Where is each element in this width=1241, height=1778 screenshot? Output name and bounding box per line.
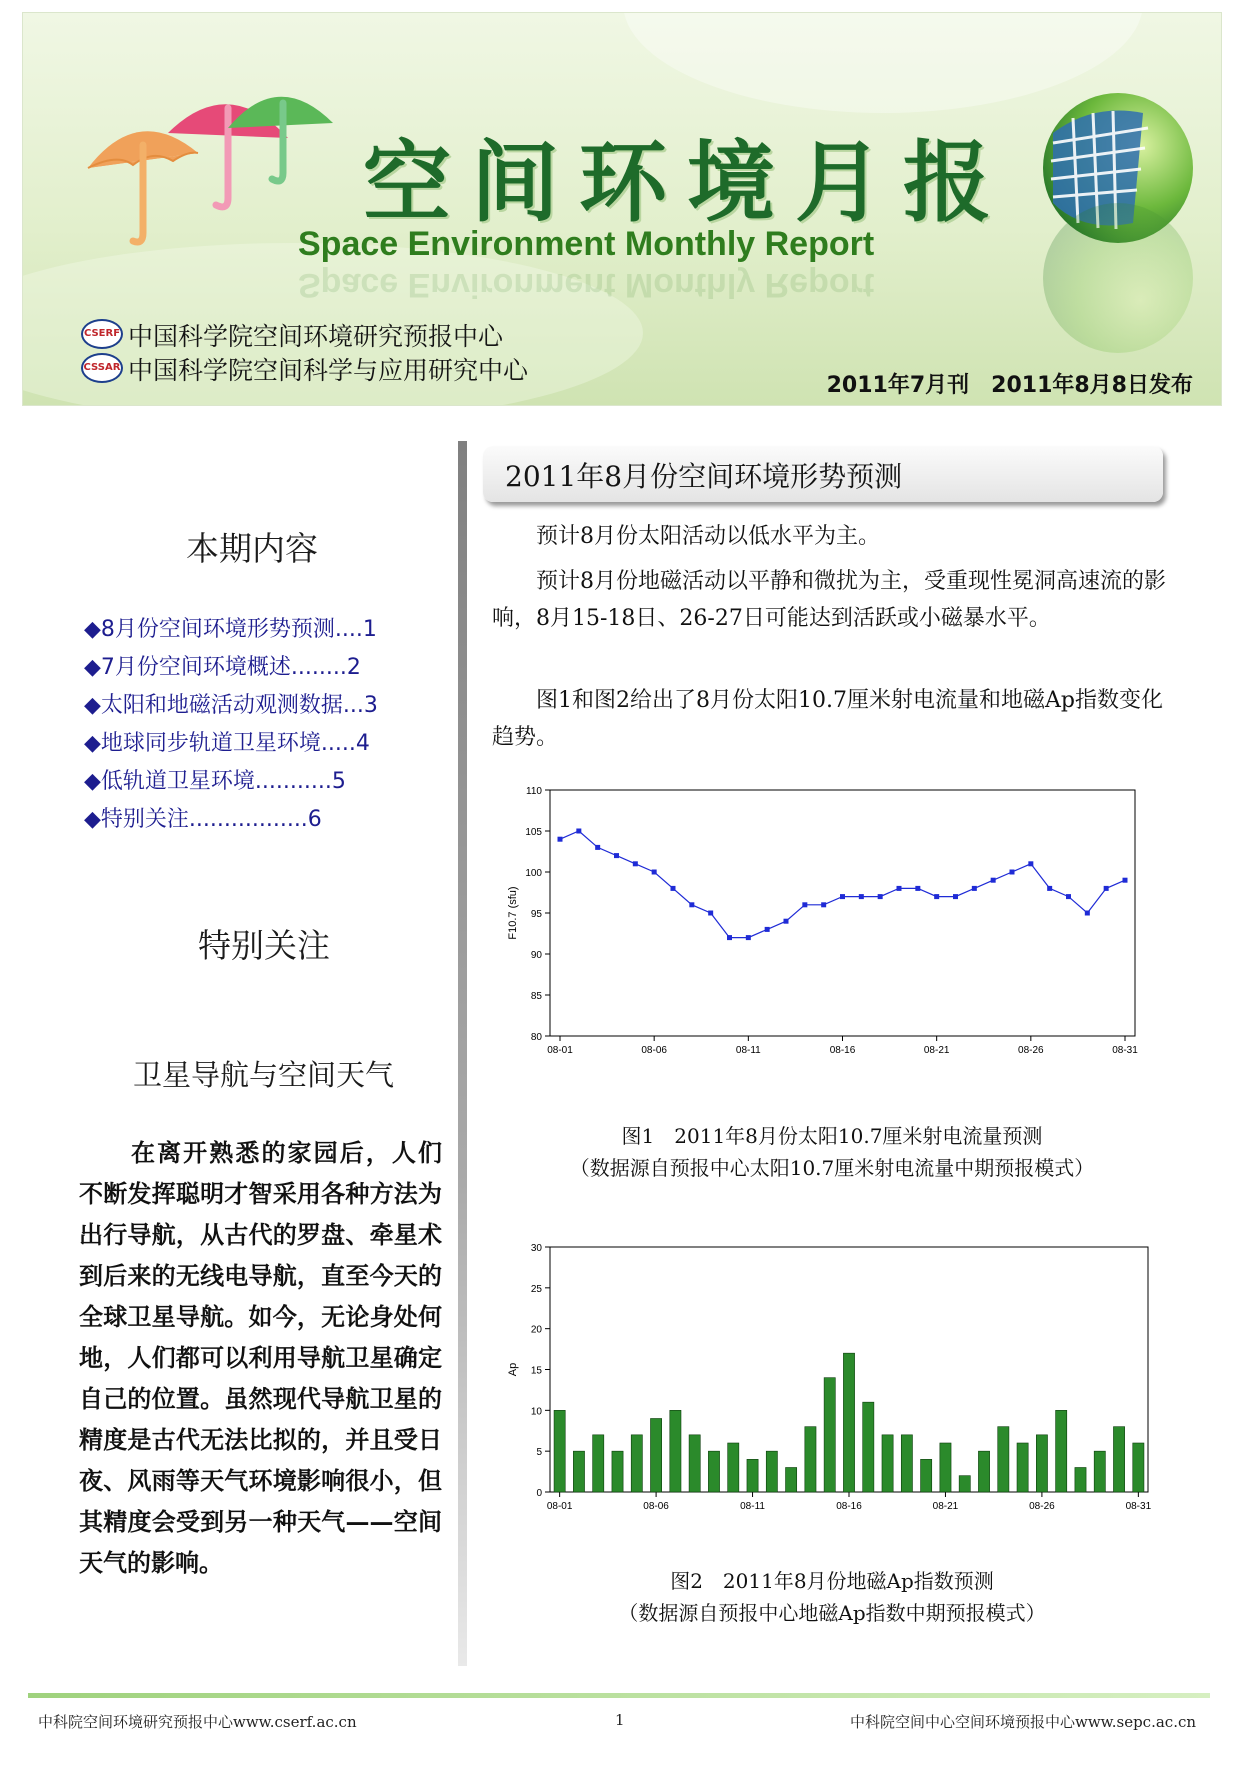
y-tick-label: 5 — [536, 1447, 542, 1459]
data-point — [652, 870, 657, 875]
ap-bar — [747, 1459, 758, 1492]
data-point — [765, 927, 770, 932]
ap-bar — [921, 1459, 932, 1492]
y-tick-label: 30 — [530, 1243, 542, 1254]
y-axis-label: F10.7 (sfu) — [507, 886, 519, 940]
figure1-source: （数据源自预报中心太阳10.7厘米射电流量中期预报模式） — [569, 1156, 1095, 1180]
special-title: 特别关注 — [198, 926, 330, 965]
data-point — [595, 845, 600, 850]
ap-bar — [689, 1435, 700, 1492]
x-tick-label: 08-16 — [836, 1501, 862, 1512]
y-tick-label: 95 — [530, 909, 542, 920]
data-point — [972, 886, 977, 891]
data-point — [1104, 886, 1109, 891]
ap-bar — [1113, 1427, 1124, 1492]
x-tick-label: 08-31 — [1112, 1045, 1138, 1056]
f107-line-chart — [490, 780, 1150, 1070]
article-text: 在离开熟悉的家园后，人们不断发挥聪明才智采用各种方法为出行导航，从古代的罗盘、牵星术到后来的无线电导航，直至今天的全球卫星导航。如今，无论身处何地，人们都可以利用导航卫星确定自己的位置。虽然现代导航卫星的精度是古代无法比拟的，并且受日夜、风雨等天气环境影响很小，但其精度会受到另一种天气——空间天气的影响。 — [79, 1138, 442, 1577]
data-point — [784, 919, 789, 924]
data-point — [614, 853, 619, 858]
ap-bar — [573, 1451, 584, 1492]
ap-bar — [940, 1443, 951, 1492]
issue-info: 2011年7月刊 2011年8月8日发布 — [826, 373, 1193, 398]
ap-bar — [805, 1427, 816, 1492]
article-title: 卫星导航与空间天气 — [133, 1058, 395, 1092]
data-point — [576, 829, 581, 834]
y-tick-label: 10 — [530, 1406, 542, 1418]
x-tick-label: 08-21 — [932, 1501, 959, 1512]
data-point — [689, 902, 694, 907]
ap-bar — [631, 1435, 642, 1492]
ap-bar — [1075, 1468, 1086, 1493]
toc-item[interactable]: ◆特别关注.................6 — [84, 807, 322, 832]
ap-bar — [612, 1451, 623, 1492]
x-tick-label: 08-06 — [643, 1501, 669, 1512]
data-point — [1047, 886, 1052, 891]
ap-bar — [959, 1476, 970, 1492]
y-tick-label: 90 — [530, 950, 542, 961]
section-title: 2011年8月份空间环境形势预测 — [505, 460, 903, 493]
ap-bar — [670, 1410, 681, 1492]
data-point — [727, 935, 732, 940]
figure2-caption: 图2 2011年8月份地磁Ap指数预测 — [670, 1569, 994, 1593]
ap-bar — [978, 1451, 989, 1492]
toc-item[interactable]: ◆地球同步轨道卫星环境.....4 — [84, 731, 370, 756]
header-banner — [22, 12, 1222, 406]
y-tick-label: 85 — [530, 991, 542, 1002]
ap-bar — [1094, 1451, 1105, 1492]
data-point — [1010, 870, 1015, 875]
x-tick-label: 08-26 — [1018, 1045, 1044, 1056]
y-tick-label: 100 — [525, 868, 542, 879]
figure1-caption: 图1 2011年8月份太阳10.7厘米射电流量预测 — [621, 1124, 1043, 1148]
ap-bar — [786, 1468, 797, 1493]
data-point — [953, 894, 958, 899]
x-tick-label: 08-31 — [1125, 1501, 1152, 1512]
data-point — [1066, 894, 1071, 899]
toc-item[interactable]: ◆低轨道卫星环境...........5 — [84, 769, 346, 794]
figure2-source: （数据源自预报中心地磁Ap指数中期预报模式） — [618, 1601, 1046, 1625]
column-divider — [458, 441, 467, 1666]
x-tick-label: 08-11 — [735, 1045, 761, 1056]
x-tick-label: 08-11 — [740, 1501, 765, 1512]
ap-bar — [651, 1419, 662, 1493]
data-point — [991, 878, 996, 883]
ap-bar-chart — [490, 1232, 1165, 1517]
ap-bar — [593, 1435, 604, 1492]
paragraph-solar: 预计8月份太阳活动以低水平为主。 — [536, 524, 880, 549]
y-tick-label: 80 — [530, 1032, 542, 1043]
ap-bar — [998, 1427, 1009, 1492]
ap-bar — [901, 1435, 912, 1492]
plot-frame — [550, 790, 1135, 1036]
org-line-2: 中国科学院空间科学与应用研究中心 — [128, 356, 529, 385]
x-tick-label: 08-16 — [829, 1045, 856, 1056]
data-point — [1085, 911, 1090, 916]
data-point — [708, 911, 713, 916]
ap-bar — [863, 1402, 874, 1492]
data-point — [1123, 878, 1128, 883]
ap-bar — [843, 1353, 854, 1492]
data-point — [915, 886, 920, 891]
cssar-logo: CSSAR — [81, 353, 123, 383]
masthead-title-cn: 空间环境月报 — [363, 131, 1012, 234]
y-tick-label: 0 — [536, 1488, 542, 1499]
x-tick-label: 08-01 — [547, 1045, 573, 1056]
ap-bar — [554, 1410, 565, 1492]
masthead-title-en: Space Environment Monthly Report — [298, 225, 875, 263]
y-tick-label: 20 — [530, 1324, 542, 1336]
masthead-title-reflection: Space Environment Monthly Report — [298, 266, 875, 304]
data-point — [1028, 861, 1033, 866]
ap-bar — [708, 1451, 719, 1492]
data-point — [633, 861, 638, 866]
data-point — [746, 935, 751, 940]
data-point — [859, 894, 864, 899]
ap-bar — [882, 1435, 893, 1492]
orange-umbrella-icon — [88, 131, 198, 242]
org-line-1: 中国科学院空间环境研究预报中心 — [128, 322, 504, 351]
y-tick-label: 105 — [525, 827, 542, 838]
toc-item[interactable]: ◆太阳和地磁活动观测数据...3 — [84, 693, 378, 718]
footer-rule — [28, 1693, 1210, 1698]
x-tick-label: 08-06 — [641, 1045, 667, 1056]
y-axis-label: Ap — [507, 1362, 519, 1377]
data-point — [878, 894, 883, 899]
table-of-contents — [84, 611, 378, 839]
data-point — [821, 902, 826, 907]
toc-item[interactable]: ◆7月份空间环境概述........2 — [84, 655, 361, 680]
ap-bar — [824, 1378, 835, 1492]
y-tick-label: 110 — [526, 786, 542, 797]
x-tick-label: 08-01 — [546, 1501, 573, 1512]
globe-icon — [1023, 73, 1203, 363]
footer-left: 中科院空间环境研究预报中心www.cserf.ac.cn — [38, 1713, 357, 1731]
ap-bar — [1017, 1443, 1028, 1492]
contents-title: 本期内容 — [186, 529, 318, 568]
page-number: 1 — [615, 1711, 625, 1729]
ap-bar — [1036, 1435, 1047, 1492]
ap-bar — [1056, 1410, 1067, 1492]
data-point — [934, 894, 939, 899]
ap-bar — [766, 1451, 777, 1492]
toc-item[interactable]: ◆8月份空间环境形势预测....1 — [84, 617, 377, 642]
data-point — [671, 886, 676, 891]
x-tick-label: 08-26 — [1029, 1501, 1055, 1512]
data-point — [558, 837, 563, 842]
cserf-logo: CSERF — [81, 319, 123, 349]
data-point — [802, 902, 807, 907]
paragraph-geomagnetic: 预计8月份地磁活动以平静和微扰为主，受重现性冕洞高速流的影响，8月15-18日、26-27日可能达到活跃或小磁暴水平。 — [492, 569, 1166, 631]
data-point — [840, 894, 845, 899]
y-tick-label: 15 — [530, 1365, 542, 1377]
data-point — [897, 886, 902, 891]
x-tick-label: 08-21 — [923, 1045, 950, 1056]
f107-series-line — [560, 831, 1125, 938]
footer-right: 中科院空间中心空间环境预报中心www.sepc.ac.cn — [850, 1713, 1197, 1731]
paragraph-figures: 图1和图2给出了8月份太阳10.7厘米射电流量和地磁Ap指数变化趋势。 — [492, 688, 1163, 750]
ap-bar — [728, 1443, 739, 1492]
ap-bar — [1133, 1443, 1144, 1492]
y-tick-label: 25 — [530, 1283, 542, 1295]
section-title-box — [483, 446, 1163, 502]
